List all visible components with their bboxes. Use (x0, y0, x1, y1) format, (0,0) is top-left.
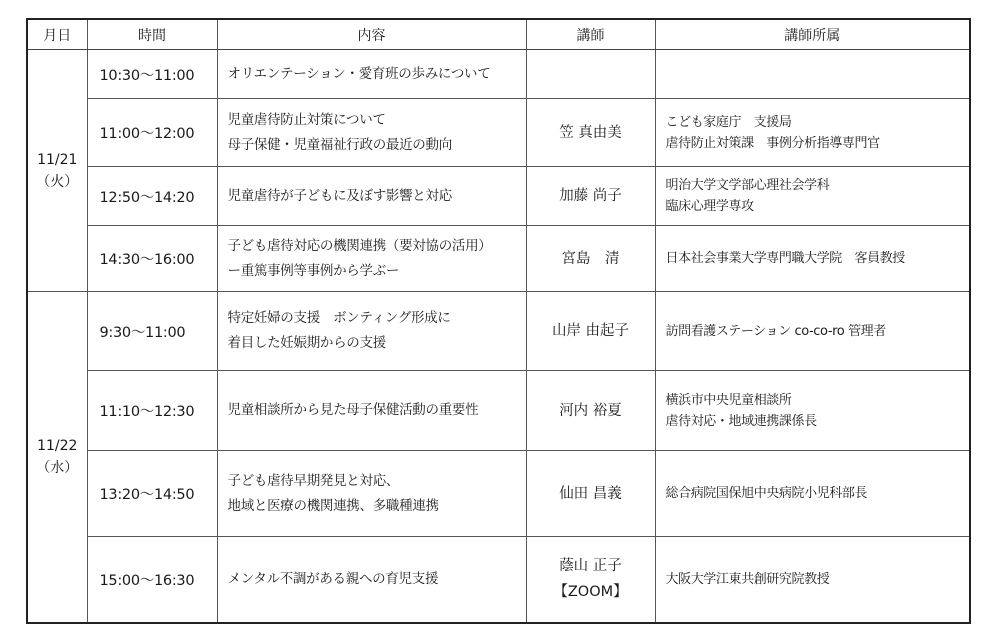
session-lecturer-line: 山岸 由起子 (551, 323, 630, 339)
session-lecturer-line: 蔭山 正子 (559, 558, 622, 575)
session-content-line: 児童相談所から見た母子保健活動の重要性 (227, 402, 479, 418)
schedule-table (26, 18, 971, 624)
session-date (27, 292, 87, 623)
session-lecturer (526, 99, 655, 167)
session-affiliation-line: 横浜市中央児童相談所 (665, 392, 792, 408)
session-lecturer-line: 加藤 尚子 (559, 188, 622, 204)
header-date: 月日 (27, 19, 87, 50)
session-lecturer (526, 292, 655, 371)
session-affiliation-line: 明治大学文学部心理社会学科 (665, 178, 830, 193)
session-affiliation-line: 虐待防止対策課 事例分析指導専門官 (665, 135, 880, 151)
session-affiliation-line: 訪問看護ステーション co-co-ro 管理者 (665, 323, 886, 339)
header-content: 内容 (217, 19, 526, 50)
weekday-label: （水） (36, 459, 79, 476)
session-content (217, 292, 526, 371)
session-affiliation-line: 日本社会事業大学専門職大学院 客員教授 (665, 251, 905, 266)
session-content (217, 167, 526, 226)
header-row (27, 19, 970, 50)
session-content-line: 子ども虐待対応の機関連携（要対協の活用） (227, 237, 492, 254)
session-affiliation-line: 臨床心理学専攻 (665, 199, 754, 214)
session-row (27, 167, 970, 226)
session-lecturer-line: 笠 真由美 (559, 124, 622, 141)
session-affiliation (655, 292, 970, 371)
session-lecturer (526, 451, 655, 537)
session-lecturer-line: 仙田 昌義 (559, 485, 622, 502)
session-time: 15:00～16:30 (87, 537, 217, 623)
session-content (217, 50, 526, 99)
session-time: 11:00～12:00 (87, 99, 217, 167)
session-time: 12:50～14:20 (87, 167, 217, 226)
session-time: 13:20～14:50 (87, 451, 217, 537)
session-time: 10:30～11:00 (87, 50, 217, 99)
session-affiliation (655, 451, 970, 537)
session-lecturer-line: 【ZOOM】 (553, 584, 628, 601)
session-content-line: オリエンテーション・愛育班の歩みについて (227, 65, 491, 82)
session-content-line: 地域と医療の機関連携、多職種連携 (227, 497, 439, 514)
session-content (217, 451, 526, 537)
session-affiliation (655, 226, 970, 292)
session-content (217, 537, 526, 623)
session-affiliation-line: こども家庭庁 支援局 (665, 114, 792, 130)
session-content (217, 371, 526, 451)
session-lecturer (526, 371, 655, 451)
session-content-line: 特定妊婦の支援 ボンティング形成に (227, 310, 451, 326)
date-label: 11/22 (37, 437, 78, 454)
session-affiliation-line: 総合病院国保旭中央病院小児科部長 (665, 486, 868, 501)
session-time: 14:30～16:00 (87, 226, 217, 292)
session-lecturer (526, 226, 655, 292)
header-lecturer: 講師 (526, 19, 655, 50)
date-label: 11/21 (37, 151, 78, 168)
session-row (27, 537, 970, 623)
session-time: 9:30～11:00 (87, 292, 217, 371)
session-content-line: 子ども虐待早期発見と対応、 (227, 472, 400, 489)
session-content (217, 226, 526, 292)
session-lecturer (526, 537, 655, 623)
session-affiliation (655, 50, 970, 99)
session-affiliation-line: 大阪大学江東共創研究院教授 (665, 571, 830, 587)
session-content-line: ー重篤事例等事例から学ぶー (227, 262, 400, 279)
session-affiliation (655, 537, 970, 623)
session-time: 11:10～12:30 (87, 371, 217, 451)
header-affiliation: 講師所属 (655, 19, 970, 50)
header-time: 時間 (87, 19, 217, 50)
schedule-body (27, 50, 970, 623)
session-content-line: 児童虐待防止対策について (227, 111, 386, 128)
session-date (27, 50, 87, 292)
session-content (217, 99, 526, 167)
session-affiliation (655, 99, 970, 167)
session-row (27, 50, 970, 99)
session-affiliation-line: 虐待対応・地域連携課係長 (665, 413, 817, 429)
session-content-line: 着目した妊娠期からの支援 (227, 335, 386, 351)
session-content-line: メンタル不調がある親への育児支援 (227, 570, 439, 587)
session-lecturer (526, 167, 655, 226)
session-row (27, 451, 970, 537)
session-lecturer-line: 宮島 清 (561, 250, 620, 267)
session-row (27, 99, 970, 167)
session-lecturer (526, 50, 655, 99)
session-content-line: 母子保健・児童福祉行政の最近の動向 (227, 136, 452, 153)
session-affiliation (655, 371, 970, 451)
session-row (27, 371, 970, 451)
session-affiliation (655, 167, 970, 226)
session-lecturer-line: 河内 裕夏 (559, 402, 622, 419)
weekday-label: （火） (36, 173, 79, 190)
session-content-line: 児童虐待が子どもに及ぼす影響と対応 (227, 187, 452, 204)
session-row (27, 226, 970, 292)
session-row (27, 292, 970, 371)
